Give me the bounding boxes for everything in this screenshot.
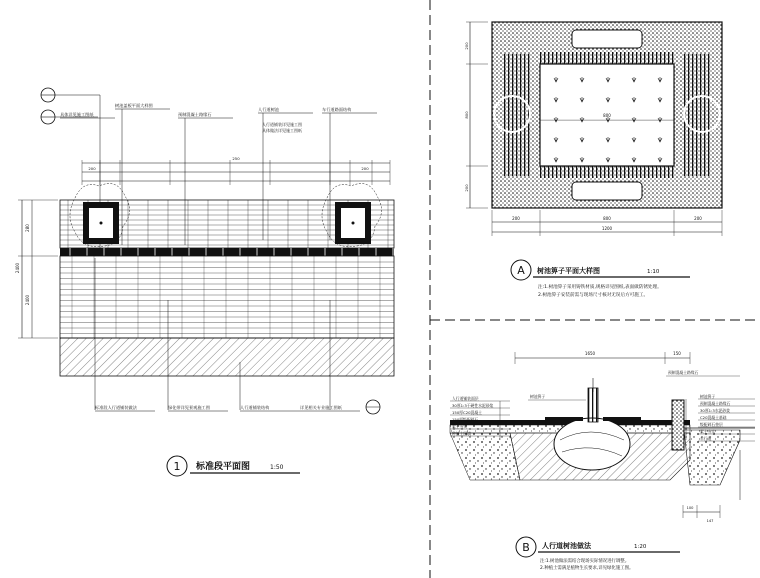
section-a-marker-id: A — [517, 264, 525, 277]
plan-label-top-3: 人行道树池 — [258, 107, 279, 112]
section-a-hdim-3: 200 — [694, 216, 702, 221]
plan-label-bottom-1: 绿化带详见景观施工图 — [168, 405, 210, 410]
plan-curb-band — [60, 248, 394, 256]
plan-label-bottom-0: 标准段人行道铺装做法 — [95, 405, 137, 410]
section-b-marker-id: B — [522, 541, 530, 554]
section-b-label-left-2: 150厚C20混凝土 — [452, 410, 482, 415]
section-a-scale: 1:10 — [647, 269, 660, 275]
section-b-label-right-5: 素土夯实 — [700, 429, 716, 434]
section-b-topdim-1: 1650 — [584, 351, 596, 356]
section-b-label-right-0: 树池箅子 — [700, 394, 716, 399]
tree-trunk-0 — [100, 222, 103, 225]
section-a-title-block — [511, 260, 690, 298]
grate-top-bars — [540, 52, 674, 64]
plan-note-a: 人行道铺装详见施工图 — [262, 122, 302, 127]
plan-label-bottom-3: 详见相关专业施工图纸 — [300, 405, 342, 410]
plan-paving-main — [60, 256, 394, 338]
plan-vdim-bottom: 2400 — [25, 294, 30, 306]
section-b-label-right-4: 级配碎石垫层 — [700, 422, 723, 427]
plan-dim-label-2: 200 — [361, 166, 369, 171]
section-a-note-1: 注:1.树池箅子采用铸铁材质,规格详见图纸,表面做防锈处理。 — [538, 285, 662, 290]
sidewalk-tree-pit-section — [450, 351, 755, 523]
plan-vdim-top: 280 — [25, 224, 30, 232]
section-a-vdim-3: 200 — [464, 184, 469, 192]
section-b-label-right-3: C20混凝土基础 — [700, 415, 727, 420]
plan-label-top-4: 车行道路面结构 — [322, 107, 352, 112]
plan-label-top-0: 具体详见施工图纸 — [60, 112, 94, 117]
section-a-vdim-2: 800 — [464, 111, 469, 119]
section-b-scale: 1:20 — [634, 544, 647, 550]
grate-right-bars — [682, 54, 712, 176]
section-b-curb — [672, 400, 684, 450]
section-b-root-ball — [554, 418, 630, 470]
section-b-label-right-1: 预制混凝土路缘石 — [700, 401, 731, 406]
plan-label-top-2: 预制混凝土路缘石 — [178, 112, 212, 117]
section-a-hdim-total-label: 1200 — [601, 226, 613, 231]
section-b-title: 人行道树池做法 — [542, 542, 591, 550]
section-a-dim-inner: 800 — [603, 113, 611, 119]
plan-green-strip — [60, 338, 394, 376]
section-b-label-left-4: 素土夯实 — [452, 424, 468, 429]
plan-dim-label-1: 200 — [88, 166, 96, 171]
section-b-left-gravel — [450, 433, 520, 480]
plan-label-top-1: 树池盖板平面大样图 — [115, 103, 153, 108]
section-b-topdim-2: 150 — [673, 351, 681, 356]
section-b-callout-curb: 预制混凝土路缘石 — [668, 370, 699, 375]
section-b-label-right-6: 车行道 — [700, 436, 712, 441]
grate-bottom-bars — [540, 166, 674, 178]
grate-emblem-bottom — [572, 182, 642, 200]
section-b-note-1: 注:1.树池做法需结合现场实际情况进行调整。 — [540, 559, 630, 564]
section-a-vdim-1: 200 — [464, 42, 469, 50]
plan-scale: 1:50 — [270, 464, 284, 471]
plan-title: 标准段平面图 — [196, 462, 251, 472]
section-b-trunk — [588, 388, 598, 422]
section-b-label-right-2: 30厚1:3水泥砂浆 — [700, 408, 730, 413]
section-a-hdim-2: 800 — [603, 216, 611, 221]
plan-note-b: 具体做法详见施工图纸 — [262, 128, 302, 133]
plan-label-bottom-2: 人行道铺装结构 — [240, 405, 270, 410]
section-a-note-2: 2.树池箅子安装前需与现场尺寸核对无误后方可施工。 — [538, 293, 649, 298]
section-b-callout-grate: 树池箅子 — [530, 394, 546, 399]
section-b-bottomdim-2: 147 — [706, 519, 714, 523]
section-b-grate-right — [603, 417, 641, 421]
plan-marker-id: 1 — [173, 460, 181, 473]
grate-left-bars — [502, 54, 532, 176]
section-b-label-left-3: 150厚级配碎石 — [452, 417, 479, 422]
section-b-label-left-0: 人行道铺装面层 — [452, 396, 479, 401]
tree-grate-plan-detail — [464, 22, 722, 236]
plan-title-block — [167, 456, 300, 476]
section-b-bottomdim-1: 100 — [686, 506, 694, 510]
grate-emblem-top — [572, 30, 642, 48]
section-b-label-left-5: 种植土回填 — [452, 431, 471, 436]
standard-section-plan — [15, 88, 394, 414]
section-b-grate-left — [545, 417, 583, 421]
section-b-note-2: 2.种植土需满足植物生长要求,详见绿化施工图。 — [540, 566, 634, 571]
section-a-title: 树池箅子平面大样图 — [537, 267, 600, 275]
plan-dim-label-3: 250 — [232, 156, 240, 161]
section-b-title-block — [516, 537, 680, 571]
section-b-curb-base — [684, 430, 740, 485]
section-b-label-left-1: 30厚1:3干硬性水泥砂浆 — [452, 403, 494, 408]
tree-trunk-1 — [352, 222, 355, 225]
plan-vdim-total: 2400 — [15, 262, 20, 274]
section-a-hdim-1: 200 — [512, 216, 520, 221]
